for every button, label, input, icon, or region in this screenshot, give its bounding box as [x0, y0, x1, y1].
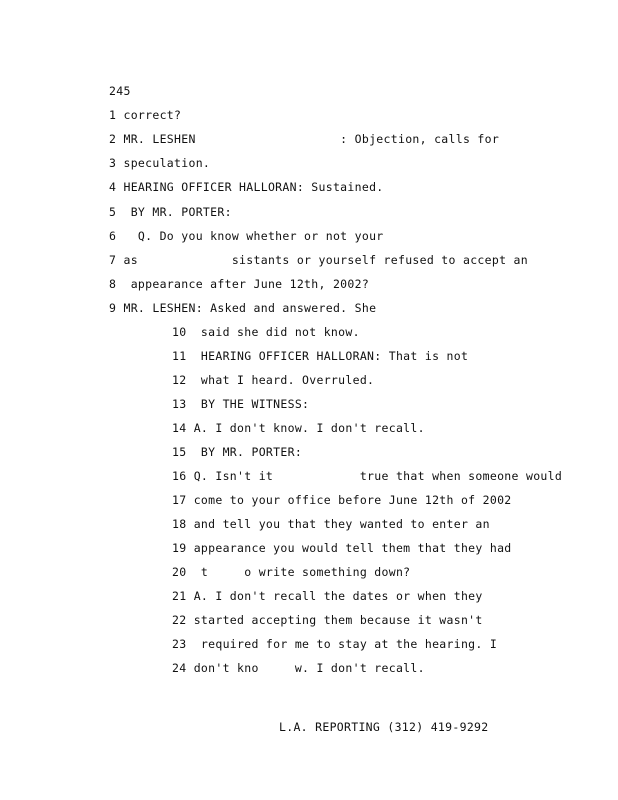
transcript-line — [172, 469, 562, 483]
line-text: Q. Do you know whether or not your — [123, 229, 384, 243]
line-number: 10 — [172, 325, 187, 339]
transcript-line — [172, 445, 302, 459]
transcript-line — [109, 132, 499, 146]
transcript-line — [172, 373, 374, 387]
line-number: 9 — [109, 301, 117, 315]
line-number: 17 — [172, 493, 187, 507]
line-number: 11 — [172, 349, 187, 363]
transcript-line — [109, 205, 232, 219]
line-number: 2 — [109, 132, 117, 146]
transcript-line — [172, 325, 360, 339]
transcript-line — [172, 397, 309, 411]
transcript-line — [172, 661, 425, 675]
line-text: correct? — [123, 108, 182, 122]
line-text: MR. LESHEN : Objection, calls for — [123, 132, 500, 146]
transcript-line — [172, 565, 410, 579]
line-number: 22 — [172, 613, 187, 627]
line-text: come to your office before June 12th of 2002 — [193, 493, 512, 507]
line-text: said she did not know. — [193, 325, 360, 339]
line-text: what I heard. Overruled. — [193, 373, 375, 387]
line-number: 7 — [109, 253, 117, 267]
line-number: 5 — [109, 205, 117, 219]
transcript-line — [172, 349, 468, 363]
reporter-footer: L.A. REPORTING (312) 419-9292 — [279, 720, 489, 734]
transcript-line — [172, 613, 483, 627]
line-number: 20 — [172, 565, 187, 579]
transcript-line — [109, 301, 376, 315]
page-number: 245 — [109, 84, 131, 98]
line-text: started accepting them because it wasn't — [193, 613, 483, 627]
line-number: 13 — [172, 397, 187, 411]
line-text: speculation. — [123, 156, 211, 170]
line-number: 14 — [172, 421, 187, 435]
transcript-line — [172, 541, 512, 555]
transcript-line — [172, 637, 497, 651]
line-text: MR. LESHEN: Asked and answered. She — [123, 301, 377, 315]
line-number: 23 — [172, 637, 187, 651]
line-text: HEARING OFFICER HALLORAN: Sustained. — [123, 180, 384, 194]
line-text: BY MR. PORTER: — [193, 445, 303, 459]
transcript-line — [172, 517, 490, 531]
line-number: 15 — [172, 445, 187, 459]
line-text: t o write something down? — [193, 565, 411, 579]
line-text: A. I don't recall the dates or when they — [193, 589, 483, 603]
line-text: as sistants or yourself refused to accept an — [123, 253, 528, 267]
transcript-line — [109, 229, 384, 243]
line-text: BY MR. PORTER: — [123, 205, 232, 219]
line-number: 1 — [109, 108, 117, 122]
transcript-line — [109, 253, 528, 267]
transcript-line — [172, 493, 512, 507]
transcript-line — [109, 277, 369, 291]
line-text: appearance after June 12th, 2002? — [123, 277, 370, 291]
line-number: 6 — [109, 229, 117, 243]
line-number: 16 — [172, 469, 187, 483]
line-number: 3 — [109, 156, 117, 170]
line-text: don't kno w. I don't recall. — [193, 661, 425, 675]
line-number: 21 — [172, 589, 187, 603]
transcript-line — [109, 108, 181, 122]
line-number: 8 — [109, 277, 117, 291]
line-text: A. I don't know. I don't recall. — [193, 421, 425, 435]
line-number: 19 — [172, 541, 187, 555]
line-number: 18 — [172, 517, 187, 531]
line-number: 24 — [172, 661, 187, 675]
line-number: 4 — [109, 180, 117, 194]
transcript-line — [172, 421, 425, 435]
line-text: Q. Isn't it true that when someone would — [193, 469, 563, 483]
line-text: HEARING OFFICER HALLORAN: That is not — [193, 349, 469, 363]
line-text: required for me to stay at the hearing. I — [193, 637, 498, 651]
line-text: BY THE WITNESS: — [193, 397, 310, 411]
line-text: appearance you would tell them that they had — [193, 541, 512, 555]
transcript-line — [172, 589, 483, 603]
transcript-line — [109, 180, 384, 194]
line-text: and tell you that they wanted to enter an — [193, 517, 490, 531]
line-number: 12 — [172, 373, 187, 387]
transcript-line — [109, 156, 210, 170]
